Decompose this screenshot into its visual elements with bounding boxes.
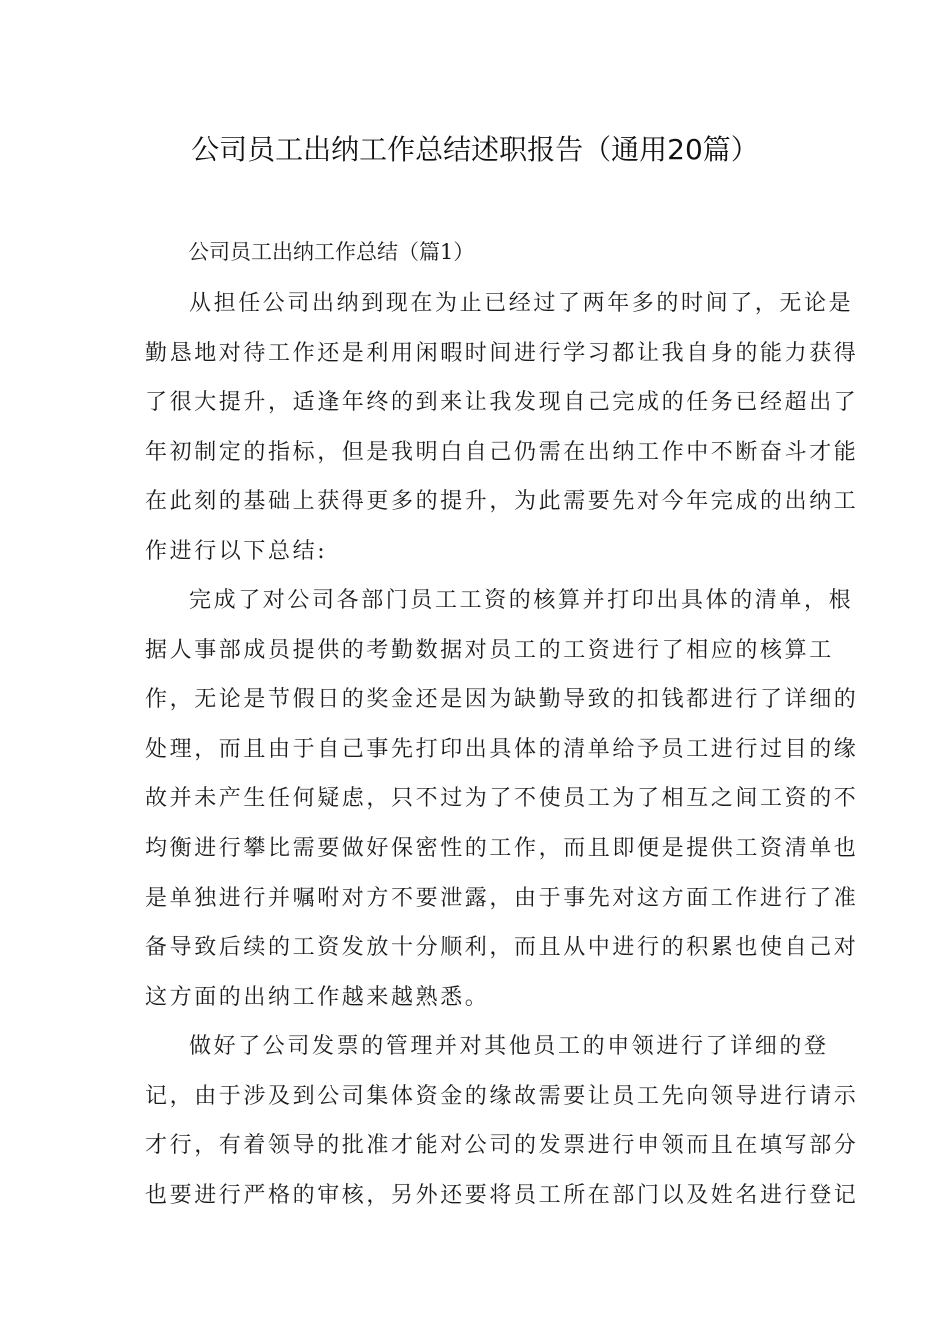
- paragraph-3: [145, 1022, 859, 1220]
- section-heading: 公司员工出纳工作总结（篇1）: [188, 240, 475, 264]
- paragraph-line: 也要进行严格的审核，另外还要将员工所在部门以及姓名进行登记: [145, 1182, 859, 1208]
- paragraph-line: 做好了公司发票的管理并对其他员工的申领进行了详细的登: [189, 1034, 829, 1059]
- paragraph-line: 据人事部成员提供的考勤数据对员工的工资进行了相应的核算工: [145, 637, 834, 663]
- paragraph-line: 才行，有着领导的批准才能对公司的发票进行申领而且在填写部分: [145, 1133, 859, 1159]
- paragraph-line: 作，无论是节假日的奖金还是因为缺勤导致的扣钱都进行了详细的: [145, 687, 859, 713]
- paragraph-line: 是单独进行并嘱咐对方不要泄露，由于事先对这方面工作进行了准: [145, 885, 859, 911]
- paragraph-line: 处理，而且由于自己事先打印出具体的清单给予员工进行过目的缘: [145, 736, 859, 762]
- paragraph-line: 完成了对公司各部门员工工资的核算并打印出具体的清单，根: [189, 588, 854, 613]
- paragraph-line: 这方面的出纳工作越来越熟悉。: [145, 984, 490, 1010]
- paragraph-line: 年初制定的指标，但是我明白自己仍需在出纳工作中不断奋斗才能: [145, 439, 859, 465]
- paragraph-line: 备导致后续的工资发放十分顺利，而且从中进行的积累也使自己对: [145, 935, 859, 961]
- document-title: 公司员工出纳工作总结述职报告（通用20篇）: [191, 133, 759, 166]
- paragraph-line: 故并未产生任何疑虑，只不过为了不使员工为了相互之间工资的不: [145, 786, 859, 812]
- paragraph-line: 从担任公司出纳到现在为止已经过了两年多的时间了，无论是: [189, 291, 854, 316]
- paragraph-line: 作进行以下总结:: [145, 538, 328, 564]
- paragraph-line: 在此刻的基础上获得更多的提升，为此需要先对今年完成的出纳工: [145, 489, 859, 515]
- paragraph-line: 记，由于涉及到公司集体资金的缘故需要让员工先向领导进行请示: [145, 1083, 859, 1109]
- paragraph-line: 了很大提升，适逢年终的到来让我发现自己完成的任务已经超出了: [145, 390, 859, 416]
- paragraph-2: [145, 576, 859, 1022]
- paragraph-line: 均衡进行攀比需要做好保密性的工作，而且即便是提供工资清单也: [145, 835, 859, 861]
- paragraph-1: [145, 279, 859, 577]
- paragraph-line: 勤恳地对待工作还是利用闲暇时间进行学习都让我自身的能力获得: [145, 340, 859, 366]
